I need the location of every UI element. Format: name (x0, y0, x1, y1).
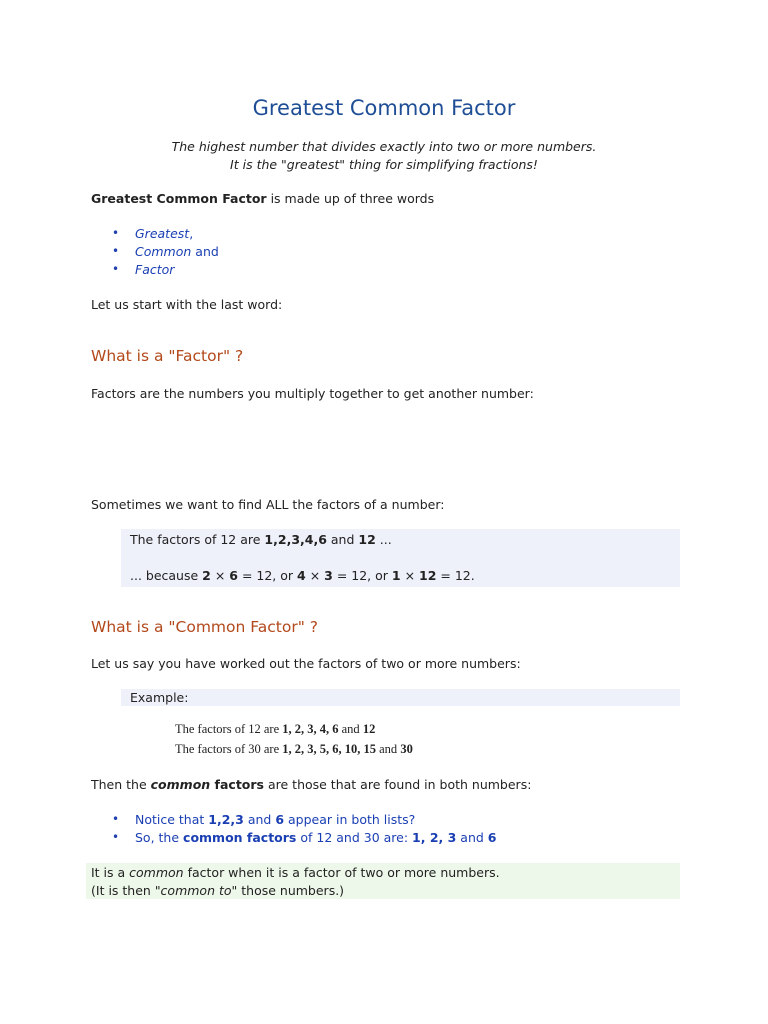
text: factor when it is a factor of two or more numbers. (183, 865, 500, 880)
factors-line-2 (130, 568, 475, 583)
factor-heading: What is a "Factor" ? (91, 347, 244, 365)
word-suffix: , (189, 226, 194, 241)
word-greatest[interactable]: Greatest (135, 226, 190, 241)
text: 1,2,3 (208, 812, 244, 827)
word-common[interactable]: Common (135, 244, 192, 259)
text: 4 (297, 568, 306, 583)
start-text: Let us start with the last word: (91, 297, 283, 312)
text: Then the (91, 777, 151, 792)
text: The factors of 12 are (175, 722, 283, 736)
text: factors (210, 777, 264, 792)
text: 12 (419, 568, 437, 583)
text: = 12. (436, 568, 475, 583)
list-item (135, 812, 415, 827)
text: are those that are found in both numbers: (264, 777, 532, 792)
intro-paragraph (91, 191, 434, 206)
text: 1,2,3,4,6 (264, 532, 327, 547)
intro-rest: is made up of three words (266, 191, 435, 206)
text: and (456, 830, 488, 845)
intro-bold: Greatest Common Factor (91, 191, 267, 206)
bullet-icon: • (112, 244, 120, 258)
factor-paragraph-1: Factors are the numbers you multiply together to get another number: (91, 386, 534, 401)
then-paragraph (91, 777, 531, 792)
text: 2 (202, 568, 211, 583)
text: 6 (275, 812, 285, 827)
bullet-icon: • (112, 830, 120, 844)
bullet-icon: • (112, 812, 120, 826)
subtitle-line-2: It is the "greatest" thing for simplifying fractions! (230, 157, 538, 172)
text: = 12, or (237, 568, 298, 583)
text: The factors of 30 are (175, 742, 283, 756)
list-item (135, 226, 193, 241)
text: common (129, 865, 184, 880)
list-item (135, 262, 174, 277)
page-title: Greatest Common Factor (252, 96, 516, 120)
example-line-12 (175, 722, 375, 737)
text: and (326, 532, 359, 547)
text: × (305, 568, 325, 583)
example-line-30 (175, 742, 413, 757)
text: ... (375, 532, 392, 547)
definition-line-2 (91, 883, 344, 898)
text: and (338, 722, 363, 736)
subtitle-line-1: The highest number that divides exactly into two or more numbers. (171, 139, 597, 154)
text: appear in both lists? (284, 812, 416, 827)
bullet-icon: • (112, 226, 120, 240)
text: and (243, 812, 276, 827)
factors-line-1 (130, 532, 392, 547)
list-item (135, 244, 219, 259)
text: 1, 2, 3 (412, 830, 457, 845)
word-suffix: and (191, 244, 219, 259)
word-factor[interactable]: Factor (135, 262, 175, 277)
text: 12 (362, 722, 376, 736)
text: The factors of 12 are (130, 532, 265, 547)
common-factor-heading: What is a "Common Factor" ? (91, 618, 318, 636)
text: = 12, or (332, 568, 392, 583)
text: ... because (130, 568, 203, 583)
text: and (376, 742, 401, 756)
text: of 12 and 30 are: (296, 830, 413, 845)
text: (It is then (91, 883, 155, 898)
text: 3 (324, 568, 333, 583)
text: 1, 2, 3, 4, 6 (282, 722, 339, 736)
example-box (121, 689, 680, 706)
factor-paragraph-2: Sometimes we want to find ALL the factors of a number: (91, 497, 445, 512)
text: common (150, 777, 211, 792)
text: Notice that (135, 812, 209, 827)
text: 6 (487, 830, 497, 845)
text: × (400, 568, 420, 583)
text: those numbers.) (237, 883, 345, 898)
definition-line-1 (91, 865, 500, 880)
list-item (135, 830, 497, 845)
text: × (210, 568, 230, 583)
text: So, the (135, 830, 184, 845)
text: 6 (229, 568, 238, 583)
example-label: Example: (130, 690, 189, 705)
text: 12 (358, 532, 376, 547)
common-paragraph-1: Let us say you have worked out the factors of two or more numbers: (91, 656, 521, 671)
text: It is a (91, 865, 130, 880)
bullet-icon: • (112, 262, 120, 276)
text: 30 (400, 742, 413, 756)
text: "common to" (154, 883, 238, 898)
text: 1, 2, 3, 5, 6, 10, 15 (282, 742, 376, 756)
text: common factors (183, 830, 297, 845)
text: 1 (391, 568, 401, 583)
